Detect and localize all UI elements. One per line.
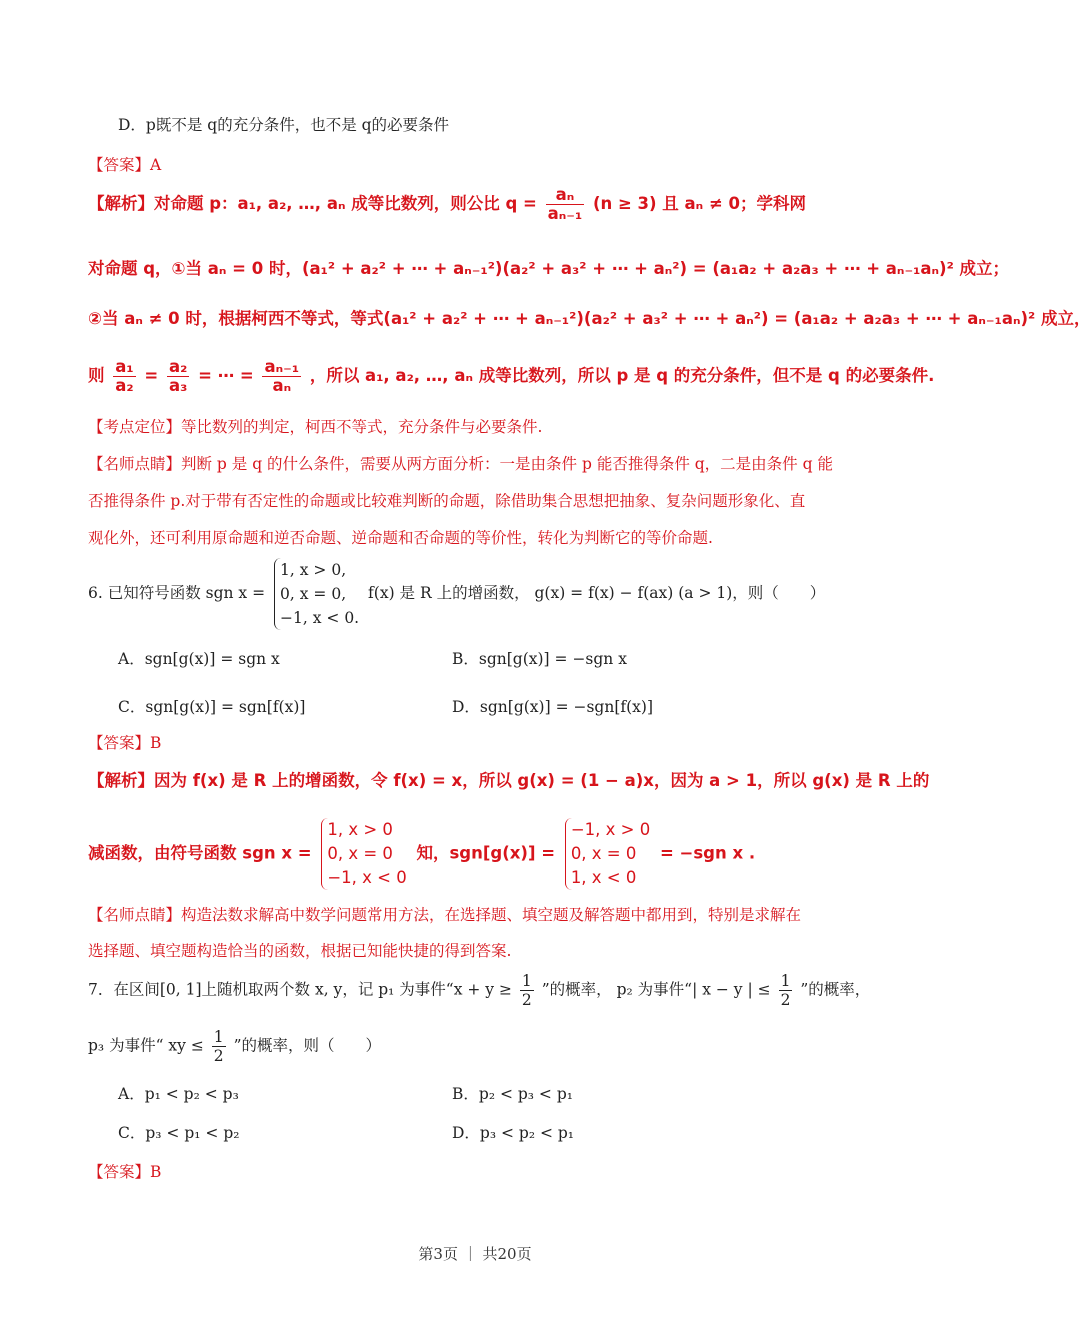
- q5-eq: =: [144, 366, 159, 385]
- q5-frac1-den: a₂: [115, 376, 134, 395]
- q5-analysis-l1b: (n ≥ 3) 且 aₙ ≠ 0；学科网: [592, 194, 806, 213]
- q7-stem2-b: ”的概率，则（ ）: [233, 1036, 382, 1055]
- q7-stem-line1: [88, 972, 870, 1009]
- q6-case3-3: 1, x < 0: [570, 868, 637, 887]
- q5-answer: 【答案】A: [88, 156, 162, 174]
- q5-mingshi-3: 观化外，还可利用原命题和逆否命题、逆命题和否命题的等价性，转化为判断它的等价命题.: [88, 529, 713, 547]
- q7-stem-line2: [88, 1028, 381, 1065]
- q6-case3-1: −1, x > 0: [570, 820, 651, 839]
- q6-analysis-line1: 【解析】因为 f(x) 是 R 上的增函数，令 f(x) = x，所以 g(x) = (1 − a)x，因为 a > 1，所以 g(x) 是 R 上的: [88, 771, 930, 790]
- q5-frac3-den: aₙ: [272, 376, 292, 395]
- q6-option-a: A．sgn[g(x)] = sgn x: [118, 650, 280, 668]
- q6-case2-2: 0, x = 0: [327, 844, 393, 863]
- q5-frac1: [113, 358, 135, 395]
- q5-frac1-num: a₁: [115, 357, 134, 376]
- q5-mingshi-2: 否推得条件 p.对于带有否定性的命题或比较难判断的命题，除借助集合思想把抽象、复杂问题形象化、直: [88, 492, 806, 510]
- q5-analysis-line2: 对命题 q，①当 aₙ = 0 时，(a₁² + a₂² + ⋯ + aₙ₋₁²)(a₂² + a₃² + ⋯ + aₙ²) = (a₁a₂ + a₂a₃ + ⋯ + aₙ₋₁aₙ)² 成立；: [88, 259, 1010, 278]
- q5-frac3: [262, 358, 301, 395]
- q5-ratio-num: aₙ: [546, 186, 585, 205]
- q7-stem1-c: ”的概率，: [800, 980, 871, 999]
- q6-option-d: D．sgn[g(x)] = −sgn[f(x)]: [452, 698, 653, 716]
- q5-ratio-fraction: [546, 186, 585, 223]
- q7-half-2-num: 1: [780, 972, 791, 990]
- q6-case-1: 1, x > 0,: [280, 561, 347, 579]
- q6-analysis-l2c: = −sgn x .: [659, 843, 756, 863]
- q7-half-1-num: 1: [521, 972, 532, 990]
- q5-mingshi-1: 【名师点睛】判断 p 是 q 的什么条件，需要从两方面分析：一是由条件 p 能否推得条件 q，二是由条件 q 能: [88, 455, 833, 473]
- q7-half-2: [779, 972, 793, 1009]
- q5-kaodian: 【考点定位】等比数列的判定，柯西不等式，充分条件与必要条件.: [88, 418, 543, 436]
- q6-mingshi-2: 选择题、填空题构造恰当的函数，根据已知能快捷的得到答案.: [88, 942, 512, 960]
- q6-case2-1: 1, x > 0: [327, 820, 393, 839]
- q6-case2-3: −1, x < 0: [327, 868, 407, 887]
- q6-sgn-cases-2: [321, 818, 406, 890]
- q5-dots: = ⋯ =: [198, 366, 254, 385]
- q7-half-3-num: 1: [213, 1028, 224, 1046]
- q7-half-1: [520, 972, 534, 1009]
- q7-option-b: B．p₂ < p₃ < p₁: [452, 1085, 573, 1103]
- q6-case-2: 0, x = 0,: [280, 585, 347, 603]
- q6-mingshi-1: 【名师点睛】构造法数求解高中数学问题常用方法，在选择题、填空题及解答题中都用到，特别是求解在: [88, 906, 802, 924]
- q6-option-b: B．sgn[g(x)] = −sgn x: [452, 650, 627, 668]
- q7-half-1-den: 2: [521, 991, 532, 1009]
- q6-stem-a: 6. 已知符号函数 sgn x =: [88, 584, 266, 602]
- q5-analysis-line1: [88, 186, 806, 223]
- q7-answer: 【答案】B: [88, 1163, 162, 1181]
- q5-analysis-l4b: ，所以 a₁, a₂, …, aₙ 成等比数列，所以 p 是 q 的充分条件，但不是 q 的必要条件.: [309, 366, 935, 385]
- q6-stem: [88, 558, 825, 630]
- q7-stem1-a: 7．在区间[0, 1]上随机取两个数 x, y，记 p₁ 为事件“x + y ≥: [88, 980, 512, 999]
- q7-stem2-a: p₃ 为事件“ xy ≤: [88, 1036, 204, 1055]
- q6-analysis-l2a: 减函数，由符号函数 sgn x =: [88, 843, 312, 863]
- q5-option-d: D．p既不是 q的充分条件，也不是 q的必要条件: [118, 116, 450, 134]
- q5-ratio-den: aₙ₋₁: [547, 204, 583, 223]
- q7-option-c: C．p₃ < p₁ < p₂: [118, 1124, 240, 1142]
- q6-sgn-cases: [274, 558, 359, 630]
- q5-frac2: [167, 358, 189, 395]
- q7-stem1-b: ”的概率， p₂ 为事件“| x − y | ≤: [541, 980, 771, 999]
- q7-half-2-den: 2: [780, 991, 791, 1009]
- q6-case-3: −1, x < 0.: [280, 609, 360, 627]
- q6-analysis-l2b: 知，sgn[g(x)] =: [416, 843, 556, 863]
- q7-option-a: A．p₁ < p₂ < p₃: [118, 1085, 239, 1103]
- q5-analysis-l4a: 则: [88, 366, 105, 385]
- q5-analysis-line4: [88, 358, 934, 395]
- q7-option-d: D．p₃ < p₂ < p₁: [452, 1124, 575, 1142]
- page-footer: 第3页 ｜ 共20页: [418, 1245, 532, 1263]
- q7-half-3: [212, 1028, 226, 1065]
- q5-frac2-num: a₂: [168, 357, 188, 376]
- q6-answer: 【答案】B: [88, 734, 162, 752]
- q6-option-c: C．sgn[g(x)] = sgn[f(x)]: [118, 698, 306, 716]
- q6-sgn-cases-3: [565, 818, 650, 890]
- q6-analysis-line2: [88, 818, 755, 890]
- q7-half-3-den: 2: [213, 1047, 224, 1065]
- q5-analysis-l1a: 【解析】对命题 p：a₁, a₂, …, aₙ 成等比数列，则公比 q =: [88, 194, 537, 213]
- q5-frac2-den: a₃: [168, 376, 188, 395]
- q5-analysis-line3: ②当 aₙ ≠ 0 时，根据柯西不等式，等式(a₁² + a₂² + ⋯ + aₙ₋₁²)(a₂² + a₃² + ⋯ + aₙ²) = (a₁a₂ + a₂a₃ + ⋯ + aₙ₋₁aₙ)² 成立，: [88, 309, 1091, 328]
- q6-stem-b: f(x) 是 R 上的增函数， g(x) = f(x) − f(ax) (a > 1)，则（ ）: [368, 584, 826, 602]
- q5-frac3-num: aₙ₋₁: [264, 357, 300, 376]
- q6-case3-2: 0, x = 0: [570, 844, 637, 863]
